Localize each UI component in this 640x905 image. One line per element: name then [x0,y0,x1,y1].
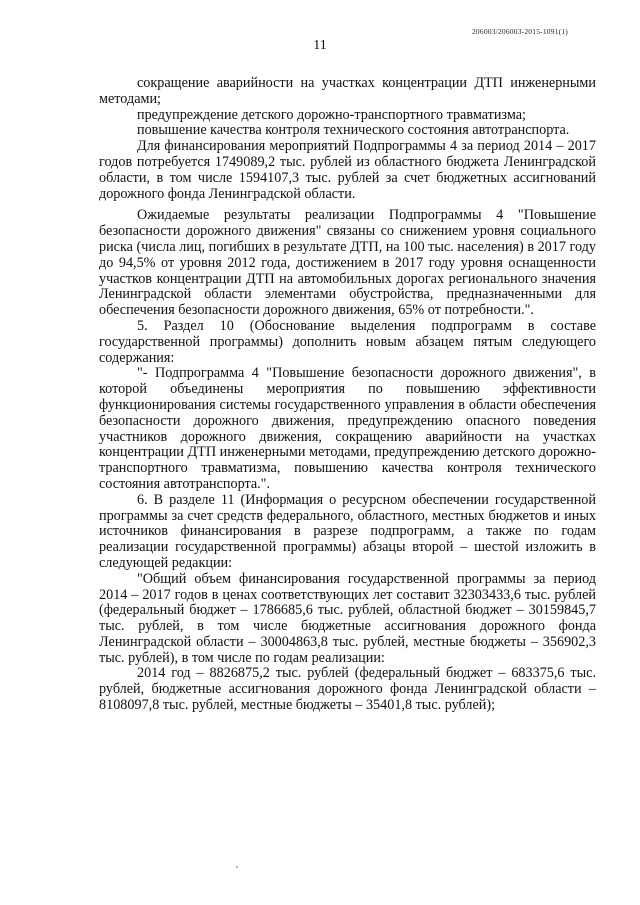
paragraph: Ожидаемые результаты реализации Подпрограммы 4 "Повышение безопасности дорожного движения" связаны со снижением уровня социального риска (числа лиц, погибших в результате ДТП, на 100 тыс. населения) в 2017 году до 94,5% от уровня 2012 года, достижением в 2017 году уровня оснащенности участков концентрации ДТП на автомобильных дорогах регионального значения Ленинградской области элементами обустройства, предназначенными для обеспечения безопасности дорожного движения, 65% от потребности.". [99,207,596,319]
document-body [99,76,596,714]
scan-speck [236,866,238,868]
paragraph: Для финансирования мероприятий Подпрограммы 4 за период 2014 – 2017 годов потребуется 1749089,2 тыс. рублей из областного бюджета Ленинградской области, в том числе 1594107,3 тыс. рублей за счет бюджетных ассигнований дорожного фонда Ленинградской области. [99,138,596,202]
paragraph: сокращение аварийности на участках концентрации ДТП инженерными методами; [99,75,596,107]
paragraph: 6. В разделе 11 (Информация о ресурсном обеспечении государственной программы за счет средств федерального, областного, местных бюджетов и иных источников финансирования в разрезе подпрограмм, а также по годам реализации государственной программы) абзацы второй – шестой изложить в следующей редакции: [99,491,596,571]
paragraph: "Общий объем финансирования государственной программы за период 2014 – 2017 годов в ценах соответствующих лет составит 32303433,6 тыс. рублей (федеральный бюджет – 1786685,6 тыс. рублей, областной бюджет – 30159845,7 тыс. рублей, в том числе бюджетные ассигнования дорожного фонда Ленинградской области – 30004863,8 тыс. рублей, местные бюджеты – 356902,3 тыс. рублей), в том числе по годам реализации: [99,570,596,666]
paragraph: предупреждение детского дорожно-транспортного травматизма; [137,106,526,123]
paragraph: "- Подпрограмма 4 "Повышение безопасности дорожного движения", в которой объединены мероприятия по повышению эффективности функционирования системы государственного управления в области обеспечения безопасности дорожного движения, предупреждению опасного поведения участников дорожного движения, сокращению аварийности на участках концентрации ДТП инженерными методами, предупреждению детского дорожно-транспортного травматизма, повышению качества контроля технического состояния автотранспорта.". [99,365,596,492]
paragraph: повышение качества контроля технического состояния автотранспорта. [137,122,570,139]
paragraph: 5. Раздел 10 (Обоснование выделения подпрограмм в составе государственной программы) дополнить новым абзацем пятым следующего содержания: [99,317,596,366]
document-code: 206003/206003-2015-1091(1) [471,27,568,36]
page-number: 11 [313,38,327,53]
paragraph: 2014 год – 8826875,2 тыс. рублей (федеральный бюджет – 683375,6 тыс. рублей, бюджетные ассигнования дорожного фонда Ленинградской области – 8108097,8 тыс. рублей, местные бюджеты – 35401,8 тыс. рублей); [99,665,596,714]
